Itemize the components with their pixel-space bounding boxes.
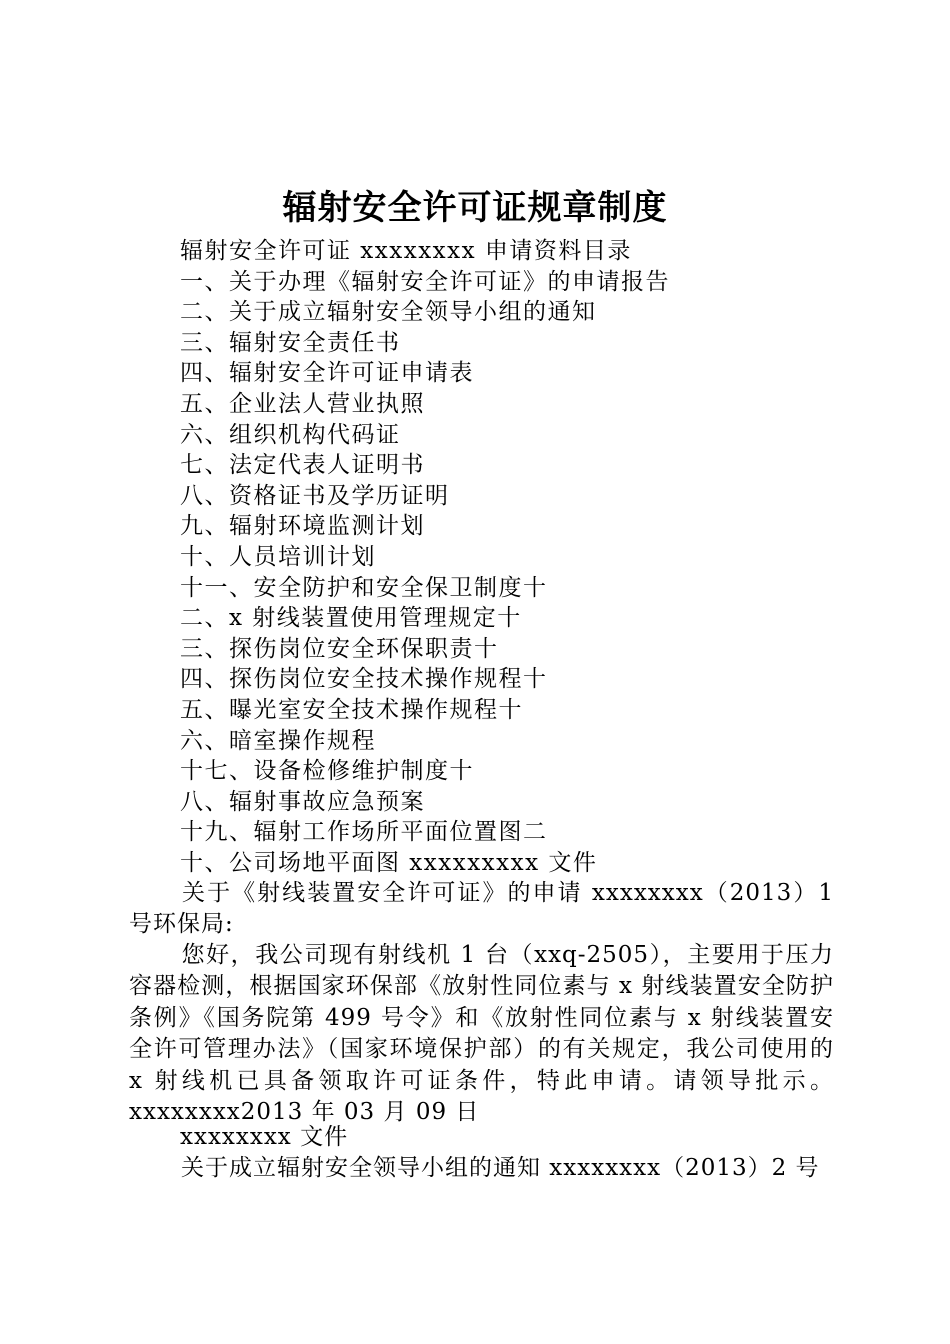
toc-item: 二、关于成立辐射安全领导小组的通知 (180, 299, 597, 326)
toc-item: 六、暗室操作规程 (180, 727, 376, 754)
toc-item: 七、法定代表人证明书 (180, 452, 425, 479)
request-body: 您好，我公司现有射线机 1 台（xxq-2505），主要用于压力容器检测，根据国家环保部《放射性同位素与 x 射线装置安全防护条例》《国务院第 499 号令》和《放射性同位素与 x 射线装置安全许可管理办法》（国家环境保护部）的有关规定，我公司使用的 x 射线机已具备领取许可证条件，特此申请。请领导批示。xxxxxxxx2013 年 03 月 09 日 (129, 942, 834, 1126)
table-of-contents (180, 236, 860, 878)
notice-heading: 关于成立辐射安全领导小组的通知 xxxxxxxx（2013）2 号 (181, 1155, 820, 1181)
toc-item: 四、辐射安全许可证申请表 (180, 360, 474, 387)
toc-item: 四、探伤岗位安全技术操作规程十 (180, 666, 548, 693)
document-title: 辐射安全许可证规章制度 (282, 188, 668, 228)
toc-item: 五、企业法人营业执照 (180, 390, 425, 417)
toc-item: 十九、辐射工作场所平面位置图二 (180, 819, 548, 846)
toc-item: 十七、设备检修维护制度十 (180, 758, 474, 785)
toc-item: 九、辐射环境监测计划 (180, 513, 425, 540)
request-heading: 关于《射线装置安全许可证》的申请 xxxxxxxx（2013）1 号环保局: (129, 880, 834, 938)
notice-heading-paragraph (129, 1153, 834, 1184)
toc-item: 三、探伤岗位安全环保职责十 (180, 635, 499, 662)
toc-item: 十、公司场地平面图 xxxxxxxxx 文件 (180, 849, 598, 876)
toc-item: 三、辐射安全责任书 (180, 329, 401, 356)
toc-item: 八、辐射事故应急预案 (180, 788, 425, 815)
toc-item: 十一、安全防护和安全保卫制度十 (180, 574, 548, 601)
request-body-paragraph (129, 940, 834, 1128)
request-heading-paragraph (129, 878, 834, 941)
toc-item: 八、资格证书及学历证明 (180, 482, 450, 509)
toc-item: 十、人员培训计划 (180, 543, 376, 570)
toc-item: 一、关于办理《辐射安全许可证》的申请报告 (180, 268, 670, 295)
toc-item: 辐射安全许可证 xxxxxxxx 申请资料目录 (180, 238, 632, 264)
toc-item: 五、曝光室安全技术操作规程十 (180, 696, 523, 723)
toc-item: 六、组织机构代码证 (180, 421, 401, 448)
toc-item: 二、x 射线装置使用管理规定十 (180, 605, 522, 632)
file-line: xxxxxxxx 文件 (180, 1124, 349, 1150)
